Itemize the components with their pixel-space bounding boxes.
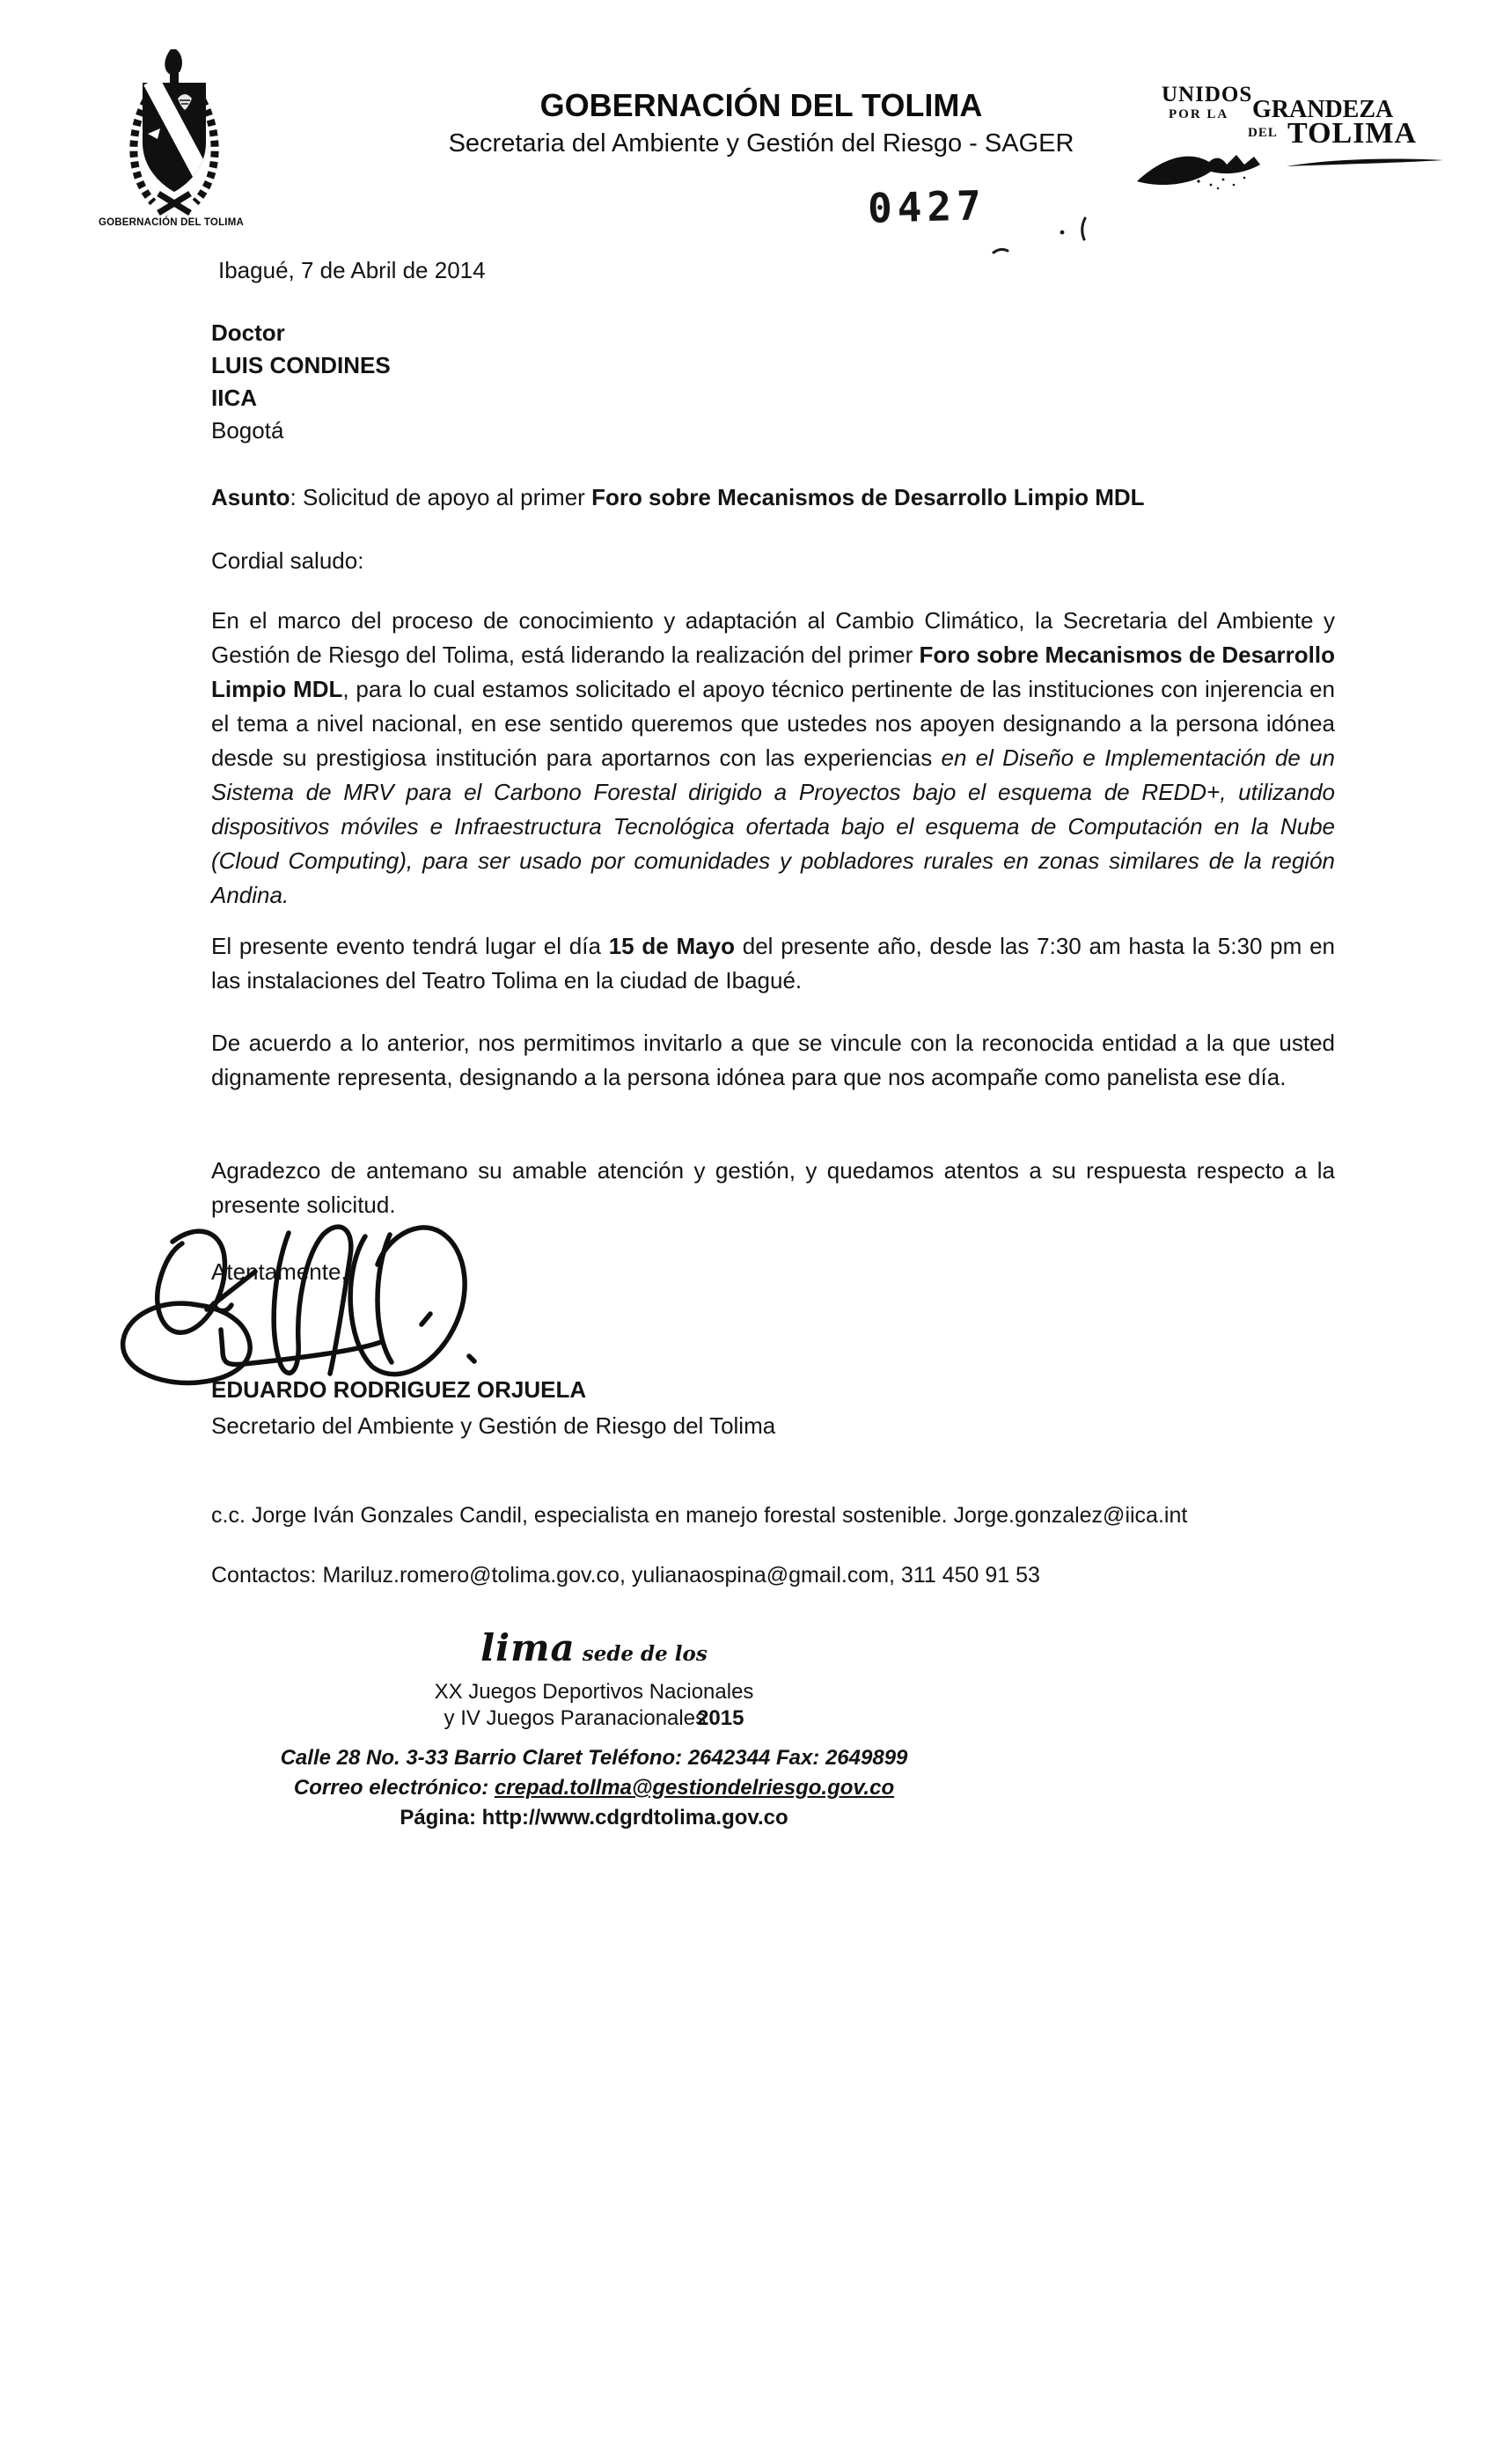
tolima-underline-swoosh-icon [1287,157,1445,169]
footer-address-line: Calle 28 No. 3-33 Barrio Claret Teléfono: 2642344 Fax: 2649899 [280,1746,908,1770]
footer-games-line3 [242,1705,946,1732]
recipient-organization: IICA [211,385,257,411]
recipient-name: LUIS CONDINES [211,352,391,378]
slogan-por-la: POR LA [1169,107,1229,121]
paragraph-2: El presente evento tendrá lugar el día 15 de Mayo del presente año, desde las 7:30 am hasta la 5:30 pm en las instalaciones del Teatro Tolima en la ciudad de Ibagué. [211,933,1335,994]
paragraph-1: En el marco del proceso de conocimiento y adaptación al Cambio Climático, la Secretaria del Ambiente y Gestión de Riesgo del Tolima, está liderando la realización del primer Foro sobre Mecanismos de Desarrollo Limpio MDL, para lo cual estamos solicitado el apoyo técnico pertinente de las instituciones con injerencia en el tema a nivel nacional, en ese sentido queremos que ustedes nos apoyen designando a la persona idónea desde su prestigiosa institución para aportarnos con las experiencias en el Diseño e Implementación de un Sistema de MRV para el Carbono Forestal dirigido a Proyectos bajo el esquema de REDD+, utilizando dispositivos móviles e Infraestructura Tecnológica ofertada bajo el esquema de Computación en la Nube (Cloud Computing), para ser usado por comunidades y pobladores rurales en zonas similares de la región Andina. [211,607,1335,908]
handwritten-signature [75,1217,497,1397]
games-year: 2015 [697,1706,744,1730]
crest-caption: GOBERNACIÓN DEL TOLIMA [99,217,244,228]
unidos-grandeza-tolima-logo [1135,77,1452,209]
games-script-rest: sede de los [575,1642,708,1666]
games-line3-text: y IV Juegos Paranacionales [444,1706,707,1730]
footer-games-script-line [242,1626,946,1669]
paragraph-4: Agradezco de antemano su amable atención y gestión, y quedamos atentos a su respuesta respecto a la presente solicitud. [211,1157,1335,1218]
signer-name: EDUARDO RODRIGUEZ ORJUELA [211,1376,587,1403]
slogan-grandeza: GRANDEZA [1252,96,1394,123]
signer-title: Secretario del Ambiente y Gestión de Riesgo del Tolima [211,1412,776,1439]
email-address: crepad.tollma@gestiondelriesgo.gov.co [494,1776,895,1800]
email-label: Correo electrónico: [293,1776,495,1800]
games-script-lima: lima [480,1626,576,1669]
slogan-unidos: UNIDOS [1162,83,1253,106]
slogan-tolima: TOLIMA [1287,117,1418,150]
footer-email-line [242,1776,946,1800]
letterhead-center [370,87,1153,158]
contacts-line: Contactos: Mariluz.romero@tolima.gov.co, yulianaospina@gmail.com, 311 450 91 53 [211,1563,1040,1588]
radicado-stamp-number: 0427 [867,181,987,232]
mountain-swoosh-icon [1137,136,1282,190]
footer-website-line [242,1806,946,1830]
paragraph-3: De acuerdo a lo anterior, nos permitimos invitarlo a que se vincule con la reconocida entidad a la que usted dignamente representa, designando a la persona idónea para que nos acompañe como panelista ese día. [211,1030,1335,1090]
letterhead-title: GOBERNACIÓN DEL TOLIMA [539,87,983,123]
subject-line: Asunto: Solicitud de apoyo al primer Foro sobre Mecanismos de Desarrollo Limpio MDL [211,484,1145,510]
website-url: http://www.cdgrdtolima.gov.co [481,1806,788,1830]
cc-line: c.c. Jorge Iván Gonzales Candil, especialista en manejo forestal sostenible. Jorge.gonzalez@iica.int [211,1503,1188,1528]
slogan-del: DEL [1248,126,1278,140]
recipient-block [211,317,391,447]
tolima-coat-of-arms-icon [121,46,227,218]
greeting-line: Cordial saludo: [211,547,364,574]
closing-word: Atentamente, [211,1258,348,1285]
recipient-city: Bogotá [211,417,284,444]
website-label: Página: [400,1806,482,1830]
letterhead-subtitle: Secretaria del Ambiente y Gestión del Riesgo - SAGER [448,129,1074,158]
date-line: Ibagué, 7 de Abril de 2014 [218,257,486,283]
footer-games-line2: XX Juegos Deportivos Nacionales [434,1680,754,1704]
recipient-salutation: Doctor [211,319,285,346]
